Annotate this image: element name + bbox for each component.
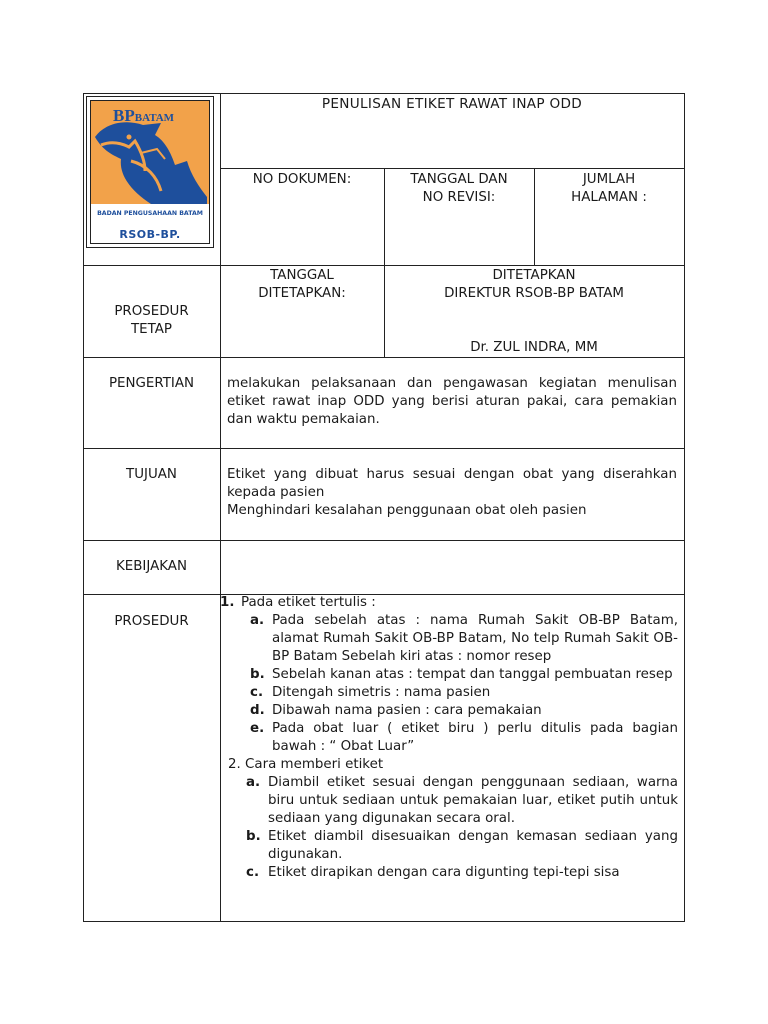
- list-item: b. Sebelah kanan atas : tempat dan tanggal pembuatan resep: [250, 667, 673, 682]
- signer-name: Dr. ZUL INDRA, MM: [470, 340, 598, 355]
- prosedur-tetap-label: PROSEDUR TETAP: [114, 304, 189, 337]
- kebijakan-label: KEBIJAKAN: [116, 559, 187, 574]
- document-title: PENULISAN ETIKET RAWAT INAP ODD: [321, 96, 583, 112]
- no-dokumen-label: NO DOKUMEN:: [252, 172, 352, 187]
- pengertian-text: melakukan pelaksanaan dan pengawasan kegiatan menulisan etiket rawat inap ODD yang berisi aturan pakai, cara pemakian dan waktu pemakaian.: [227, 376, 677, 427]
- logo-text: BPBATAM: [113, 106, 175, 125]
- tujuan-text: Etiket yang dibuat harus sesuai dengan obat yang diserahkan kepada pasien Menghindari kesalahan penggunaan obat oleh pasien: [227, 467, 677, 518]
- list-item: a. Diambil etiket sesuai dengan penggunaan sediaan, warna biru untuk sediaan untuk pemakaian luar, etiket putih untuk sediaan yang digunakan secara oral.: [246, 775, 678, 826]
- bp-batam-logo: [91, 101, 209, 243]
- logo-frame: [86, 96, 214, 248]
- tujuan-label: TUJUAN: [126, 467, 177, 482]
- list-item: e. Pada obat luar ( etiket biru ) perlu ditulis pada bagian bawah : “ Obat Luar”: [250, 721, 678, 754]
- ditetapkan-block: DITETAPKAN DIREKTUR RSOB-BP BATAM: [444, 268, 624, 301]
- list-item: c. Etiket dirapikan dengan cara digunting tepi-tepi sisa: [246, 865, 620, 880]
- list-item: c. Ditengah simetris : nama pasien: [250, 685, 491, 700]
- pengertian-label: PENGERTIAN: [108, 376, 195, 391]
- prosedur-content: [220, 594, 678, 920]
- prosedur-item-1: 1. Pada etiket tertulis :: [220, 595, 376, 610]
- prosedur-item-2: 2. Cara memberi etiket: [228, 757, 384, 772]
- tanggal-ditetapkan-label: TANGGAL DITETAPKAN:: [258, 268, 346, 301]
- prosedur-item-2-subs: [246, 774, 678, 882]
- tanggal-revisi-label: TANGGAL DAN NO REVISI:: [410, 172, 508, 205]
- jumlah-halaman-label: JUMLAH HALAMAN :: [571, 172, 647, 205]
- list-item: b. Etiket diambil disesuaikan dengan kemasan sediaan yang digunakan.: [246, 829, 678, 862]
- prosedur-label: PROSEDUR: [114, 614, 189, 629]
- list-item: d. Dibawah nama pasien : cara pemakaian: [250, 703, 542, 718]
- prosedur-item-1-subs: [250, 612, 678, 756]
- list-item: a. Pada sebelah atas : nama Rumah Sakit OB-BP Batam, alamat Rumah Sakit OB-BP Batam, No telp Rumah Sakit OB-BP Batam Sebelah kiri atas : nomor resep: [250, 613, 678, 664]
- logo: [90, 100, 210, 244]
- logo-caption: BADAN PENGUSAHAAN BATAM: [97, 210, 203, 217]
- org-name: RSOB-BP.: [119, 228, 181, 241]
